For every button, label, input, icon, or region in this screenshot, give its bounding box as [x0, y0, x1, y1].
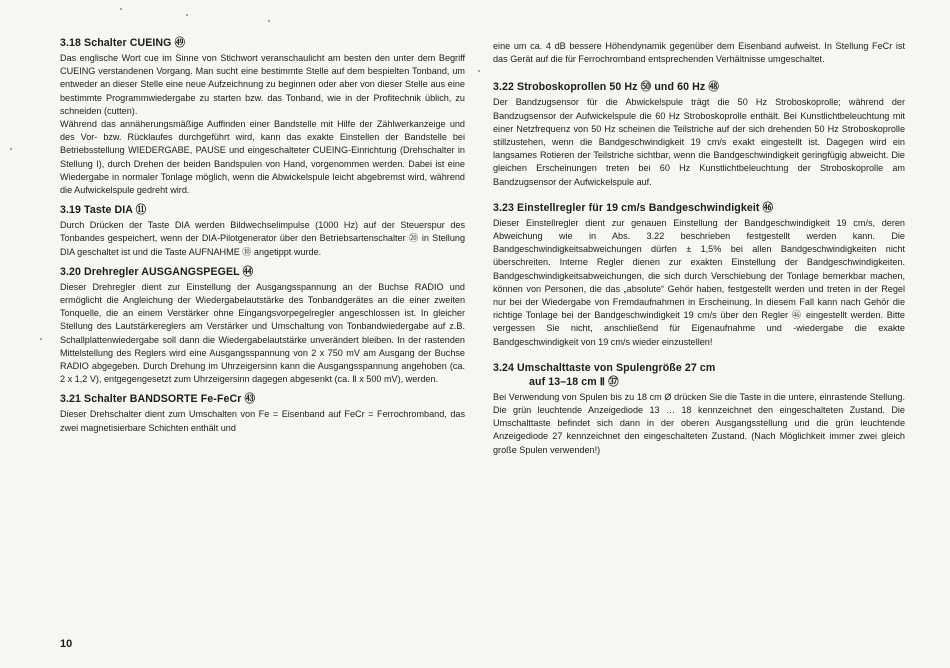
paragraph: Dieser Drehschalter dient zum Umschalten von Fe = Eisenband auf FeCr = Ferrochromband, das zwei magnetisierbare Schichten enthält und: [60, 409, 465, 433]
section-3-21: [60, 392, 465, 434]
section-heading: 3.20 Drehregler AUSGANGSPEGEL ㊹: [60, 265, 254, 278]
scan-speck: [268, 20, 270, 22]
section-heading: 3.21 Schalter BANDSORTE Fe-FeCr ㊸: [60, 393, 256, 406]
paragraph: Dieser Einstellregler dient zur genauen Einstellung der Bandgeschwindigkeit 19 cm/s, deren Abweichung wie in Abs. 3.22 beschrieben festgestellt werden kann. Die Bandgeschwindigkeitsabweichungen dürfen ± 1,5% bei allen Bandgeschwindigkeiten nicht überschreiten. Interne Regler dienen zur exakten Einstellung der Bandgeschwindigkeiten. Bandgeschwindigkeitsabweichungen, die sich durch Verschiebung der Tonlage bemerkbar machen, können von Personen, die das „absolute“ Gehör haben, festgestellt werden und treten in der Regel nur bei der Wiedergabe von Fremdaufnahmen in Erscheinung. In diesem Fall kann nach Gehör die richtige Tonlage bei der Bandgeschwindigkeit 19 cm/s über den Regler ㊻ eingestellt werden. Bitte vergessen Sie nicht, anschließend für Eigenaufnahme und -wiedergabe die exakte Bandgeschwindigkeit von 19 cm/s wieder einzustellen!: [493, 217, 905, 347]
paragraph: Während das annäherungsmäßige Auffinden einer Bandstelle mit Hilfe der Zählwerkanzeige und des Vor- bzw. Rücklaufes durchgeführt wird, kann das exakte Einstellen der Bandstelle bei Betriebsstellung WIEDERGABE, PAUSE und eingeschalteter CUEING-Einrichtung (Drehschalter in Stellung I), durch Drehen der beiden Bandspulen von Hand, vorgenommen werden. Dabei ist eine Wiedergabe in normaler Tonlage möglich, wenn die Abwickelspule leicht abgebremst wird, während die Aufwickelspule gedreht wird.: [60, 119, 465, 196]
section-heading: 3.24 Umschalttaste von Spulengröße 27 cm: [493, 361, 716, 374]
paragraph: Das englische Wort cue im Sinne von Stichwort veranschaulicht am besten den unter dem Begriff CUEING verstandenen Vorgang. Man sucht eine bestimmte Stelle auf dem bespielten Tonband, um entweder an dieser Stelle eine neue Aufzeichnung zu beginnen oder aber von dieser Stelle aus eine bestimmte Programmwiedergabe zu starten bzw. das Tonband, wie in der Profitechnik üblich, zu schneiden (cutten).: [60, 53, 465, 116]
section-heading: 3.23 Einstellregler für 19 cm/s Bandgeschwindigkeit ㊻: [493, 201, 774, 214]
section-heading: 3.22 Stroboskoprollen 50 Hz ㊿ und 60 Hz ㊽: [493, 81, 720, 94]
scan-speck: [10, 148, 12, 150]
section-heading: 3.19 Taste DIA ⑪: [60, 204, 147, 217]
section-3-19: [60, 203, 465, 259]
section-heading: 3.18 Schalter CUEING ㊾: [60, 37, 186, 49]
section-3-21-continued: [493, 40, 905, 66]
scan-speck: [120, 8, 122, 10]
paragraph: Durch Drücken der Taste DIA werden Bildwechselimpulse (1000 Hz) auf der Steuerspur des Tonbandes gespeichert, wenn der DIA-Pilotgenerator über den Betriebsartenschalter ⑳ in Stellung DIA geschaltet ist und die Taste AUFNAHME ⑩ angetippt wurde.: [60, 220, 465, 257]
paragraph: Der Bandzugsensor für die Abwickelspule trägt die 50 Hz Stroboskoprolle; während der Bandzugsensor der Aufwickelspule die 60 Hz Stroboskoprolle enthält. Bei Kunstlichtbeleuchtung mit einer Netzfrequenz von 50 Hz scheinen die Teilstriche auf der sich drehenden 50 Hz Stroboskoprolle stillzustehen, wenn die Bandgeschwindigkeit 19 cm/s exakt eingestellt ist. Dagegen wird ein langsames Rotieren der Teilstriche sichtbar, wenn die Bandgeschwindigkeit geringfügig abweicht. Die gleichen Erscheinungen treten bei 60 Hz Kunstlichtbeleuchtung der Stroboskoprolle am Bandzugsensor der Aufwickelspule auf.: [493, 97, 905, 187]
section-3-23: [493, 201, 905, 349]
section-3-18: [60, 36, 465, 197]
paragraph: eine um ca. 4 dB bessere Höhendynamik gegenüber dem Eisenband aufweist. In Stellung FeCr ist das Gerät auf die für Ferrochromband entsprechenden Verhältnisse umgeschaltet.: [493, 41, 905, 65]
page-number: 10: [60, 638, 73, 650]
scan-speck: [186, 14, 188, 16]
section-3-22: [493, 80, 905, 188]
scan-speck: [40, 338, 42, 340]
left-column: [60, 36, 465, 441]
scan-speck: [478, 70, 480, 72]
paragraph: Dieser Drehregler dient zur Einstellung der Ausgangsspannung an der Buchse RADIO und ermöglicht die Angleichung der Wiedergabelautstärke des Tonbandgerätes an die einer zweiten Tonquelle, die an einem Verstärker ohne Eingangsvorpegelregler angeschlossen ist. In gleicher Stellung des Lautstärkereglers am Verstärker und Umschaltung von Tonbandwiedergabe auf z.B. Schallplattenwiedergabe soll dann die Wiedergabelautstärke unverändert bleiben. In der rastenden Mittelstellung des Reglers wird eine Ausgangsspannung von 2 x 750 mV am Ausgang der Buchse RADIO abgegeben. Durch Drehung im Uhrzeigersinn kann die Ausgangsspannung angehoben (ca. 2 x 1,2 V), entgegengesetzt zum Uhrzeigersinn dagegen abgesenkt (ca. Ⅱ x 500 mV), werden.: [60, 281, 465, 385]
right-column: [493, 40, 905, 463]
paragraph: Bei Verwendung von Spulen bis zu 18 cm Ø drücken Sie die Taste in die untere, einrastende Stellung. Die grün leuchtende Anzeigediode 13 … 18 kennzeichnet den eingeschalteten Zustand. Die Umschalttaste befindet sich dann in der oberen Ausgangsstellung und die grün leuchtende Anzeigediode 27 kennzeichnet den eingeschalteten Zustand. (Nach Möglichkeit immer zwei gleich große Spulen verwenden!): [493, 391, 905, 455]
section-subheading: auf 13–18 cm Ⅱ ㊲: [529, 375, 619, 388]
section-3-20: [60, 265, 465, 387]
section-3-24: [493, 361, 905, 457]
